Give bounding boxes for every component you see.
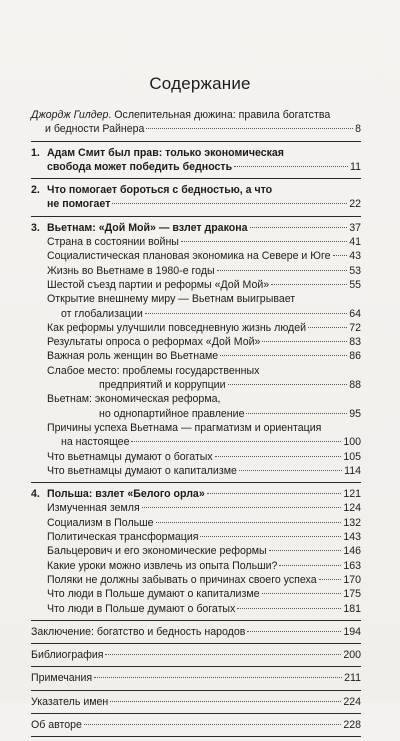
foreword-author: Джордж Гилдер [31,109,109,121]
chapter-title-line2: свобода может победить бедность [47,160,233,173]
entry-title: Примечания [31,672,93,685]
toc-section [31,321,361,335]
page-number: 100 [343,436,361,449]
page-number: 86 [349,350,361,363]
section-title-line2: на настоящее [61,436,130,449]
section-title: Что люди в Польше думают о богатых [47,602,236,615]
divider [31,662,361,667]
toc-section [31,364,361,393]
dot-leader [319,579,342,580]
dot-leader [131,441,341,442]
page-number: 105 [343,450,361,463]
toc-section [31,335,361,349]
page-number: 72 [349,321,361,334]
section-title: Бальцерович и его экономические реформы [47,545,267,558]
dot-leader [84,724,341,725]
dot-leader [228,384,348,385]
toc-section [31,278,361,292]
toc-section [31,587,361,601]
toc-section [31,421,361,450]
dot-leader [142,507,342,508]
section-title: Измученная земля [47,502,140,515]
dot-leader [234,166,348,167]
divider [31,709,361,714]
toc-entry-notes [31,671,361,690]
foreword-title-line2: и бедности Райнера [45,123,145,136]
entry-title: Об авторе [31,718,82,731]
page-number: 181 [343,602,361,615]
dot-leader [246,413,347,414]
toc-section [31,530,361,544]
page-number: 53 [349,264,361,277]
divider [31,639,361,644]
section-title: Результаты опроса о реформах «Дой Мой» [47,336,261,349]
page-number: 132 [343,516,361,529]
divider [31,174,361,179]
toc-entry-chapter-3 [31,221,361,235]
dot-leader [200,536,341,537]
dot-leader [146,128,353,129]
page-number: 37 [349,221,361,234]
section-title: Жизнь во Вьетнаме в 1980-е годы [47,264,215,277]
dot-leader [207,493,342,494]
page-number: 211 [344,672,361,685]
dot-leader [110,701,341,702]
page-number: 175 [343,588,361,601]
section-title-line1: Открытие внешнему миру — Вьетнам выигрывает [47,293,296,306]
divider [31,732,361,737]
chapter-title-line2: не помогает [47,198,111,211]
toc-list [31,108,361,741]
toc-entry-foreword [31,108,361,142]
chapter-title-line1: Что помогает бороться с бедностью, а что [47,184,273,197]
dot-leader [215,456,342,457]
dot-leader [220,355,347,356]
page-title: Содержание [149,74,251,93]
section-title: Что вьетнамцы думают о капитализме [47,464,237,477]
section-title: Что люди в Польше думают о капитализме [47,588,260,601]
toc-section [31,559,361,573]
page-number: 228 [343,718,361,731]
page-number: 83 [349,336,361,349]
section-title: Шестой съезд партии и реформы «Дой Мой» [47,278,270,291]
chapter-number: 2. [31,184,40,197]
entry-title: Указатель имен [31,695,109,708]
divider [31,137,361,142]
divider [31,616,361,621]
dot-leader [181,241,347,242]
section-title-line1: Слабое место: проблемы государственных [47,364,260,377]
section-title-line1: Причины успеха Вьетнама — прагматизм и ориентация [47,421,322,434]
toc-entry-chapter-1 [31,146,361,180]
section-title: Страна в состоянии войны [47,236,179,249]
divider [31,686,361,691]
dot-leader [308,327,347,328]
chapter-number: 3. [31,221,40,234]
toc-entry-chapter-4 [31,487,361,501]
dot-leader [217,270,348,271]
toc-section [31,235,361,249]
page-number: 146 [343,545,361,558]
page-number: 163 [343,559,361,572]
page-number: 88 [349,379,361,392]
dot-leader [262,341,347,342]
toc-section [31,264,361,278]
foreword-title-line1: . Ослепительная дюжина: правила богатства [108,109,331,121]
chapter-title: Вьетнам: «Дой Мой» — взлет дракона [47,221,248,234]
dot-leader [279,565,341,566]
dot-leader [237,608,341,609]
section-title: Поляки не должны забывать о причинах своего успеха [47,573,317,586]
page-number: 55 [349,278,361,291]
page-number: 194 [343,625,361,638]
section-title-line2: но однопартийное правление [99,407,245,420]
dot-leader [94,677,342,678]
toc-section [31,516,361,530]
toc-entry-conclusion [31,625,361,644]
page-number: 22 [349,198,361,211]
page-number: 43 [349,250,361,263]
toc-section [31,501,361,515]
entry-title: Библиография [31,649,104,662]
section-title: Социалистическая плановая экономика на Севере и Юге [47,250,331,263]
dot-leader [145,313,347,314]
dot-leader [156,522,342,523]
dot-leader [112,203,347,204]
page-number: 224 [343,695,361,708]
chapter-number: 4. [31,488,40,501]
section-title: Что вьетнамцы думают о богатых [47,450,213,463]
page-number: 143 [343,531,361,544]
toc-section [31,249,361,263]
toc-section [31,349,361,363]
toc-section [31,292,361,321]
toc-section [31,602,361,616]
dot-leader [269,550,342,551]
page-number: 200 [343,649,361,662]
page-number: 170 [343,573,361,586]
dot-leader [105,654,341,655]
section-title: Социализм в Польше [47,516,154,529]
section-title-line2: предприятий и коррупции [99,379,226,392]
dot-leader [333,255,348,256]
dot-leader [247,631,341,632]
chapter-number: 1. [31,146,40,159]
section-title-line2: от глобализации [61,307,143,320]
chapter-title-line1: Адам Смит был прав: только экономическая [47,146,284,159]
divider [31,478,361,483]
section-title: Как реформы улучшили повседневную жизнь людей [47,321,307,334]
dot-leader [271,284,347,285]
divider [31,212,361,217]
section-title-line1: Вьетнам: экономическая реформа, [47,393,221,406]
page-number: 11 [350,160,361,173]
dot-leader [262,593,342,594]
section-title: Важная роль женщин во Вьетнаме [47,350,219,363]
page-number: 41 [349,236,361,249]
toc-section [31,573,361,587]
page-number: 124 [343,502,361,515]
section-title: Политическая трансформация [47,531,199,544]
toc-section [31,464,361,478]
toc-entry-chapter-2 [31,183,361,217]
chapter-title: Польша: взлет «Белого орла» [47,488,205,501]
dot-leader [239,470,342,471]
toc-section [31,450,361,464]
page-number: 121 [343,488,361,501]
page-number: 8 [355,123,361,136]
entry-title: Заключение: богатство и бедность народов [31,625,246,638]
toc-entry-index [31,695,361,714]
dot-leader [250,227,348,228]
toc-entry-about [31,718,361,737]
page-number: 114 [344,464,361,477]
page-number: 64 [349,307,361,320]
toc-entry-bibliography [31,648,361,667]
toc-section [31,392,361,421]
page-number: 95 [349,407,361,420]
toc-section [31,544,361,558]
section-title: Какие уроки можно извлечь из опыта Польши? [47,559,278,572]
